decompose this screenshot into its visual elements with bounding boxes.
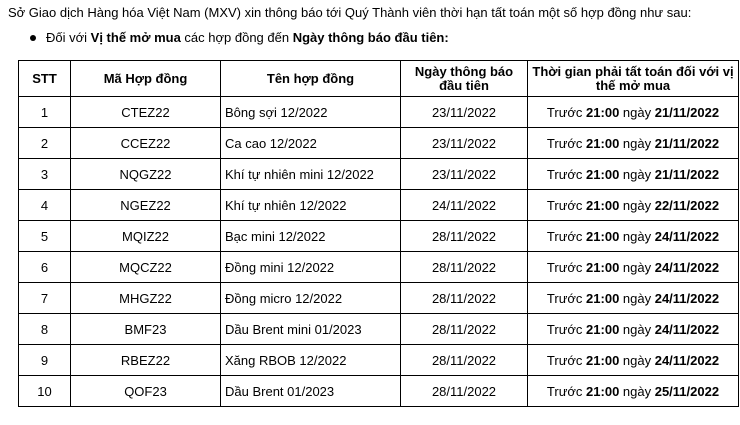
cell-settle-time <box>528 376 739 407</box>
time-hour: 21:00 <box>586 228 620 244</box>
time-date: 24/11/2022 <box>654 290 720 306</box>
table-row <box>19 221 739 252</box>
cell-settle-time <box>528 345 739 376</box>
cell-settle-time <box>528 221 739 252</box>
time-hour: 21:00 <box>586 321 620 337</box>
table-row <box>19 97 739 128</box>
cell-notice-date: 28/11/2022 <box>401 252 528 283</box>
time-date: 24/11/2022 <box>654 352 720 368</box>
cell-settle-time <box>528 252 739 283</box>
time-mid: ngày <box>619 259 655 275</box>
cell-name: Khí tự nhiên mini 12/2022 <box>221 159 401 190</box>
cell-code: NQGZ22 <box>71 159 221 190</box>
table-header <box>19 61 739 97</box>
cell-notice-date: 28/11/2022 <box>401 376 528 407</box>
cell-name: Ca cao 12/2022 <box>221 128 401 159</box>
cell-stt: 5 <box>19 221 71 252</box>
table-row <box>19 159 739 190</box>
time-hour: 21:00 <box>586 383 620 399</box>
cell-settle-time <box>528 159 739 190</box>
cell-name: Khí tự nhiên 12/2022 <box>221 190 401 221</box>
cell-notice-date: 28/11/2022 <box>401 221 528 252</box>
header-notice-date: Ngày thông báo đầu tiên <box>401 61 528 97</box>
time-prefix: Trước <box>546 383 587 399</box>
table-row <box>19 314 739 345</box>
time-date: 24/11/2022 <box>654 228 720 244</box>
time-prefix: Trước <box>546 321 587 337</box>
cell-stt: 3 <box>19 159 71 190</box>
cell-settle-time <box>528 128 739 159</box>
time-prefix: Trước <box>546 228 587 244</box>
bullet-line <box>30 30 449 45</box>
cell-notice-date: 23/11/2022 <box>401 128 528 159</box>
cell-settle-time <box>528 97 739 128</box>
cell-code: MQIZ22 <box>71 221 221 252</box>
cell-settle-time <box>528 314 739 345</box>
time-date: 24/11/2022 <box>654 321 720 337</box>
time-date: 21/11/2022 <box>654 104 720 120</box>
cell-name: Xăng RBOB 12/2022 <box>221 345 401 376</box>
bullet-dot-icon <box>30 35 36 41</box>
time-prefix: Trước <box>546 166 587 182</box>
time-hour: 21:00 <box>586 135 620 151</box>
cell-settle-time <box>528 283 739 314</box>
cell-name: Dầu Brent 01/2023 <box>221 376 401 407</box>
table-row <box>19 376 739 407</box>
cell-stt: 9 <box>19 345 71 376</box>
time-prefix: Trước <box>546 197 587 213</box>
cell-stt: 2 <box>19 128 71 159</box>
cell-stt: 1 <box>19 97 71 128</box>
cell-name: Bông sợi 12/2022 <box>221 97 401 128</box>
cell-stt: 7 <box>19 283 71 314</box>
time-prefix: Trước <box>546 259 587 275</box>
time-date: 22/11/2022 <box>654 197 720 213</box>
table-row <box>19 190 739 221</box>
time-mid: ngày <box>619 135 655 151</box>
cell-code: CCEZ22 <box>71 128 221 159</box>
time-mid: ngày <box>619 104 655 120</box>
cell-stt: 4 <box>19 190 71 221</box>
cell-stt: 10 <box>19 376 71 407</box>
cell-notice-date: 28/11/2022 <box>401 283 528 314</box>
cell-name: Dầu Brent mini 01/2023 <box>221 314 401 345</box>
time-hour: 21:00 <box>586 290 620 306</box>
time-mid: ngày <box>619 321 655 337</box>
time-mid: ngày <box>619 166 655 182</box>
contracts-table <box>18 60 739 407</box>
time-date: 21/11/2022 <box>654 135 720 151</box>
time-mid: ngày <box>619 228 655 244</box>
cell-name: Đồng micro 12/2022 <box>221 283 401 314</box>
cell-stt: 6 <box>19 252 71 283</box>
bullet-middle: các hợp đồng đến <box>180 30 293 45</box>
bullet-position-bold: Vị thế mở mua <box>90 30 181 45</box>
intro-text: Sở Giao dịch Hàng hóa Việt Nam (MXV) xin thông báo tới Quý Thành viên thời hạn tất toán một số hợp đồng như sau: <box>8 5 692 20</box>
cell-code: NGEZ22 <box>71 190 221 221</box>
table-row <box>19 128 739 159</box>
cell-code: MHGZ22 <box>71 283 221 314</box>
cell-notice-date: 28/11/2022 <box>401 314 528 345</box>
time-mid: ngày <box>619 197 655 213</box>
time-prefix: Trước <box>546 352 587 368</box>
table-row <box>19 345 739 376</box>
bullet-notice-bold: Ngày thông báo đầu tiên: <box>292 30 449 45</box>
cell-code: RBEZ22 <box>71 345 221 376</box>
header-code: Mã Hợp đồng <box>71 61 221 97</box>
header-name: Tên hợp đồng <box>221 61 401 97</box>
time-hour: 21:00 <box>586 352 620 368</box>
cell-name: Đồng mini 12/2022 <box>221 252 401 283</box>
time-date: 25/11/2022 <box>654 383 720 399</box>
table-body <box>19 97 739 407</box>
time-prefix: Trước <box>546 104 587 120</box>
time-mid: ngày <box>619 383 655 399</box>
time-date: 21/11/2022 <box>654 166 720 182</box>
table-row <box>19 283 739 314</box>
time-hour: 21:00 <box>586 104 620 120</box>
table-row <box>19 252 739 283</box>
cell-stt: 8 <box>19 314 71 345</box>
header-settle-time: Thời gian phải tất toán đối với vị thế mở mua <box>528 61 739 97</box>
bullet-prefix: Đối với <box>46 30 91 45</box>
time-mid: ngày <box>619 352 655 368</box>
time-prefix: Trước <box>546 135 587 151</box>
cell-notice-date: 23/11/2022 <box>401 159 528 190</box>
time-mid: ngày <box>619 290 655 306</box>
time-date: 24/11/2022 <box>654 259 720 275</box>
cell-notice-date: 23/11/2022 <box>401 97 528 128</box>
cell-notice-date: 24/11/2022 <box>401 190 528 221</box>
time-hour: 21:00 <box>586 166 620 182</box>
time-prefix: Trước <box>546 290 587 306</box>
time-hour: 21:00 <box>586 197 620 213</box>
cell-code: QOF23 <box>71 376 221 407</box>
header-stt: STT <box>19 61 71 97</box>
cell-notice-date: 28/11/2022 <box>401 345 528 376</box>
cell-code: MQCZ22 <box>71 252 221 283</box>
cell-settle-time <box>528 190 739 221</box>
cell-code: BMF23 <box>71 314 221 345</box>
cell-code: CTEZ22 <box>71 97 221 128</box>
time-hour: 21:00 <box>586 259 620 275</box>
cell-name: Bạc mini 12/2022 <box>221 221 401 252</box>
